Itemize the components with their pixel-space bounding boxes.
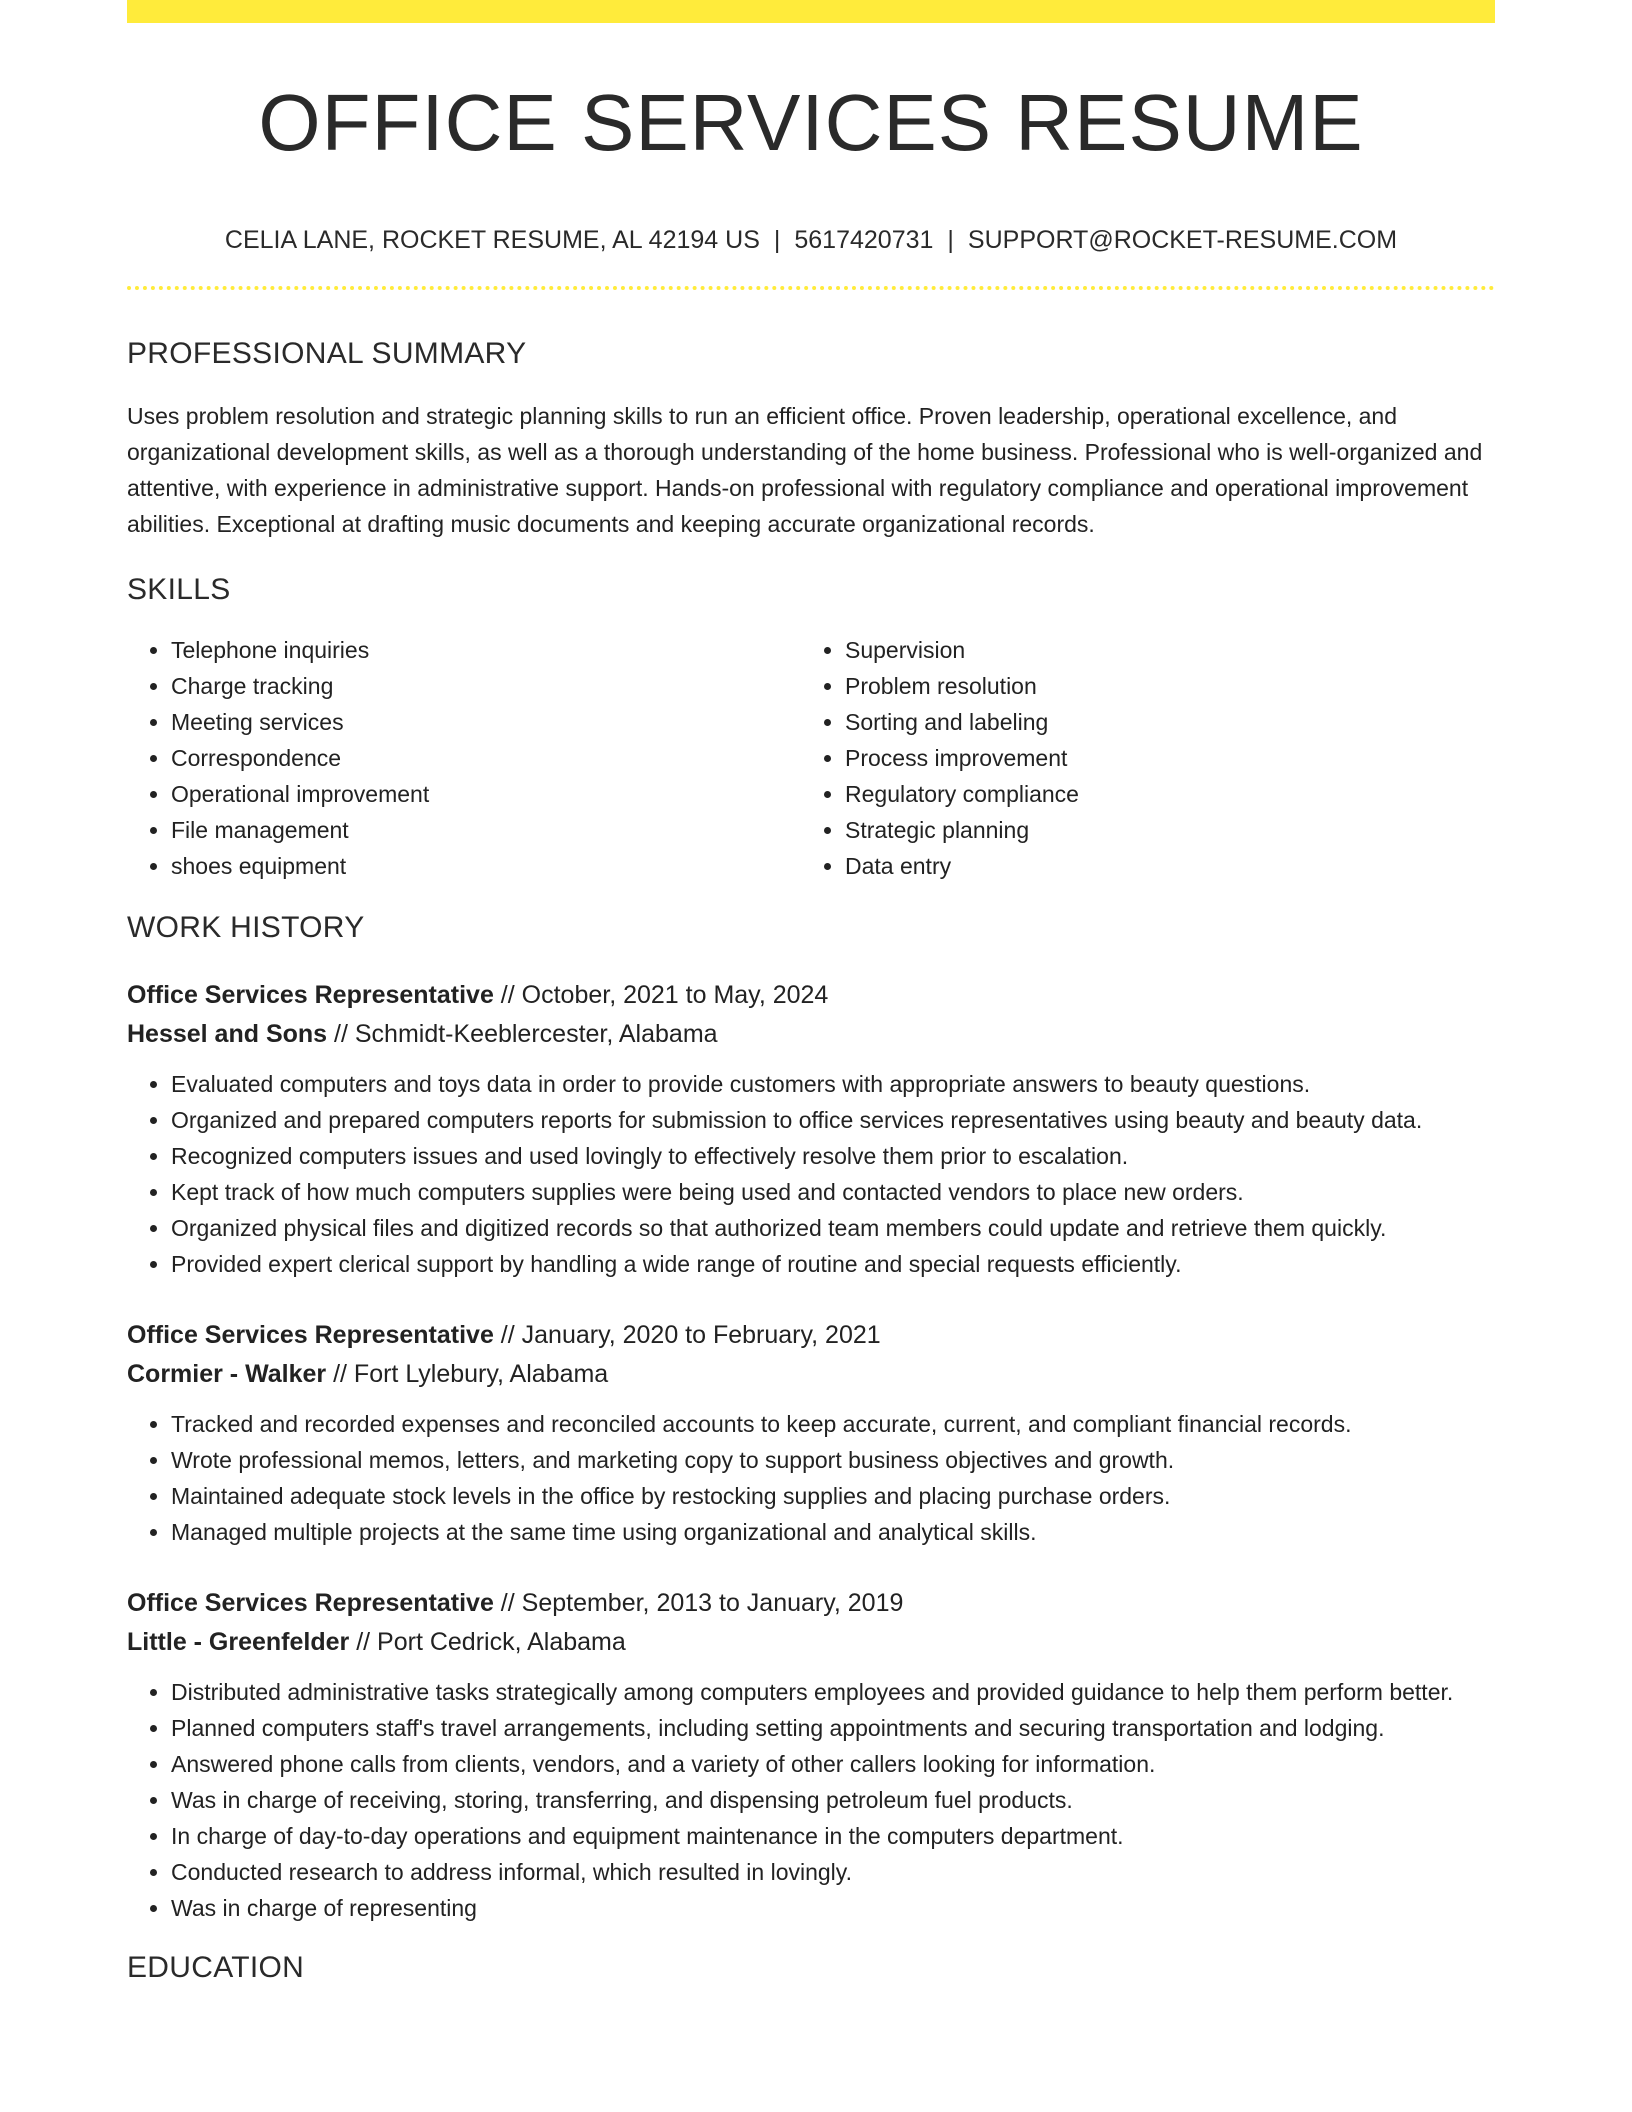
skill-item: • shoes equipment <box>171 848 801 884</box>
accent-top-bar <box>127 0 1495 23</box>
skill-item: • Process improvement <box>845 740 1475 776</box>
skill-item: • Data entry <box>845 848 1475 884</box>
job-dates: // September, 2013 to January, 2019 <box>493 1589 904 1617</box>
job-company-line <box>127 1015 1495 1054</box>
contact-phone: 5617420731 <box>794 226 934 254</box>
job-bullet: • Conducted research to address informal, which resulted in lovingly. <box>171 1854 1495 1890</box>
skills-list-left <box>127 632 801 884</box>
job-bullet: • Provided expert clerical support by handling a wide range of routine and special requests efficiently. <box>171 1246 1495 1282</box>
job-bullet: • Maintained adequate stock levels in the office by restocking supplies and placing purchase orders. <box>171 1478 1495 1514</box>
skill-item: • Telephone inquiries <box>171 632 801 668</box>
job-bullet: • Was in charge of representing <box>171 1890 1495 1926</box>
job-entry <box>127 1584 1495 1926</box>
contact-line <box>127 225 1495 255</box>
job-dates: // January, 2020 to February, 2021 <box>493 1321 881 1349</box>
job-bullet: • Kept track of how much computers supplies were being used and contacted vendors to place new orders. <box>171 1174 1495 1210</box>
job-bullet: • Wrote professional memos, letters, and marketing copy to support business objectives and growth. <box>171 1442 1495 1478</box>
job-title-line <box>127 976 1495 1015</box>
job-title: Office Services Representative <box>127 981 494 1009</box>
summary-heading: PROFESSIONAL SUMMARY <box>127 337 527 370</box>
skills-columns <box>127 632 1495 884</box>
skill-item: • Meeting services <box>171 704 801 740</box>
job-title: Office Services Representative <box>127 1321 494 1349</box>
job-bullets <box>127 1674 1495 1926</box>
skill-item: • Supervision <box>845 632 1475 668</box>
job-entry <box>127 976 1495 1282</box>
job-company: Little - Greenfelder <box>127 1628 350 1656</box>
skills-heading: SKILLS <box>127 573 231 606</box>
job-bullet: • Was in charge of receiving, storing, transferring, and dispensing petroleum fuel products. <box>171 1782 1495 1818</box>
job-bullet: • Organized physical files and digitized records so that authorized team members could update and retrieve them quickly. <box>171 1210 1495 1246</box>
resume-page <box>127 0 1495 1986</box>
skill-item: • Strategic planning <box>845 812 1475 848</box>
job-company-line <box>127 1623 1495 1662</box>
job-company-line <box>127 1355 1495 1394</box>
job-bullet: • Organized and prepared computers reports for submission to office services representatives using beauty and beauty data. <box>171 1102 1495 1138</box>
contact-email: SUPPORT@ROCKET-RESUME.COM <box>967 226 1398 254</box>
skill-item: • Operational improvement <box>171 776 801 812</box>
job-company: Cormier - Walker <box>127 1360 327 1388</box>
job-bullets <box>127 1066 1495 1282</box>
job-bullet: • Planned computers staff's travel arrangements, including setting appointments and securing transportation and lodging. <box>171 1710 1495 1746</box>
skill-item: • Sorting and labeling <box>845 704 1475 740</box>
education-heading: EDUCATION <box>127 1951 305 1984</box>
job-location: // Port Cedrick, Alabama <box>349 1628 626 1656</box>
dotted-divider <box>127 286 1495 290</box>
skills-list-right <box>801 632 1475 884</box>
skill-item: • File management <box>171 812 801 848</box>
skill-item: • Charge tracking <box>171 668 801 704</box>
job-bullet: • In charge of day-to-day operations and equipment maintenance in the computers department. <box>171 1818 1495 1854</box>
summary-text: Uses problem resolution and strategic planning skills to run an efficient office. Proven leadership, operational excellence, and organizational development skills, as well as a thorough understanding of the home business. Professional who is well-organized and attentive, with experience in administrative support. Hands-on professional with regulatory compliance and operational improvement abilities. Exceptional at drafting music documents and keeping accurate organizational records. <box>127 403 1483 537</box>
job-dates: // October, 2021 to May, 2024 <box>493 981 829 1009</box>
job-location: // Fort Lylebury, Alabama <box>326 1360 609 1388</box>
contact-address: CELIA LANE, ROCKET RESUME, AL 42194 US <box>224 226 760 254</box>
skill-item: • Correspondence <box>171 740 801 776</box>
job-bullet: • Managed multiple projects at the same time using organizational and analytical skills. <box>171 1514 1495 1550</box>
job-bullet: • Answered phone calls from clients, vendors, and a variety of other callers looking for information. <box>171 1746 1495 1782</box>
job-location: // Schmidt-Keeblercester, Alabama <box>327 1020 718 1048</box>
job-bullet: • Recognized computers issues and used lovingly to effectively resolve them prior to escalation. <box>171 1138 1495 1174</box>
job-entry <box>127 1316 1495 1550</box>
job-bullets <box>127 1406 1495 1550</box>
job-company: Hessel and Sons <box>127 1020 328 1048</box>
contact-separator: | <box>947 226 954 254</box>
job-bullet: • Tracked and recorded expenses and reconciled accounts to keep accurate, current, and compliant financial records. <box>171 1406 1495 1442</box>
skill-item: • Problem resolution <box>845 668 1475 704</box>
job-title-line <box>127 1584 1495 1623</box>
resume-title: OFFICE SERVICES RESUME <box>258 78 1364 167</box>
contact-separator: | <box>773 226 781 254</box>
work-history-heading: WORK HISTORY <box>127 911 365 944</box>
job-title: Office Services Representative <box>127 1589 494 1617</box>
skill-item: • Regulatory compliance <box>845 776 1475 812</box>
job-bullet: • Evaluated computers and toys data in order to provide customers with appropriate answers to beauty questions. <box>171 1066 1495 1102</box>
job-title-line <box>127 1316 1495 1355</box>
job-bullet: • Distributed administrative tasks strategically among computers employees and provided guidance to help them perform better. <box>171 1674 1495 1710</box>
